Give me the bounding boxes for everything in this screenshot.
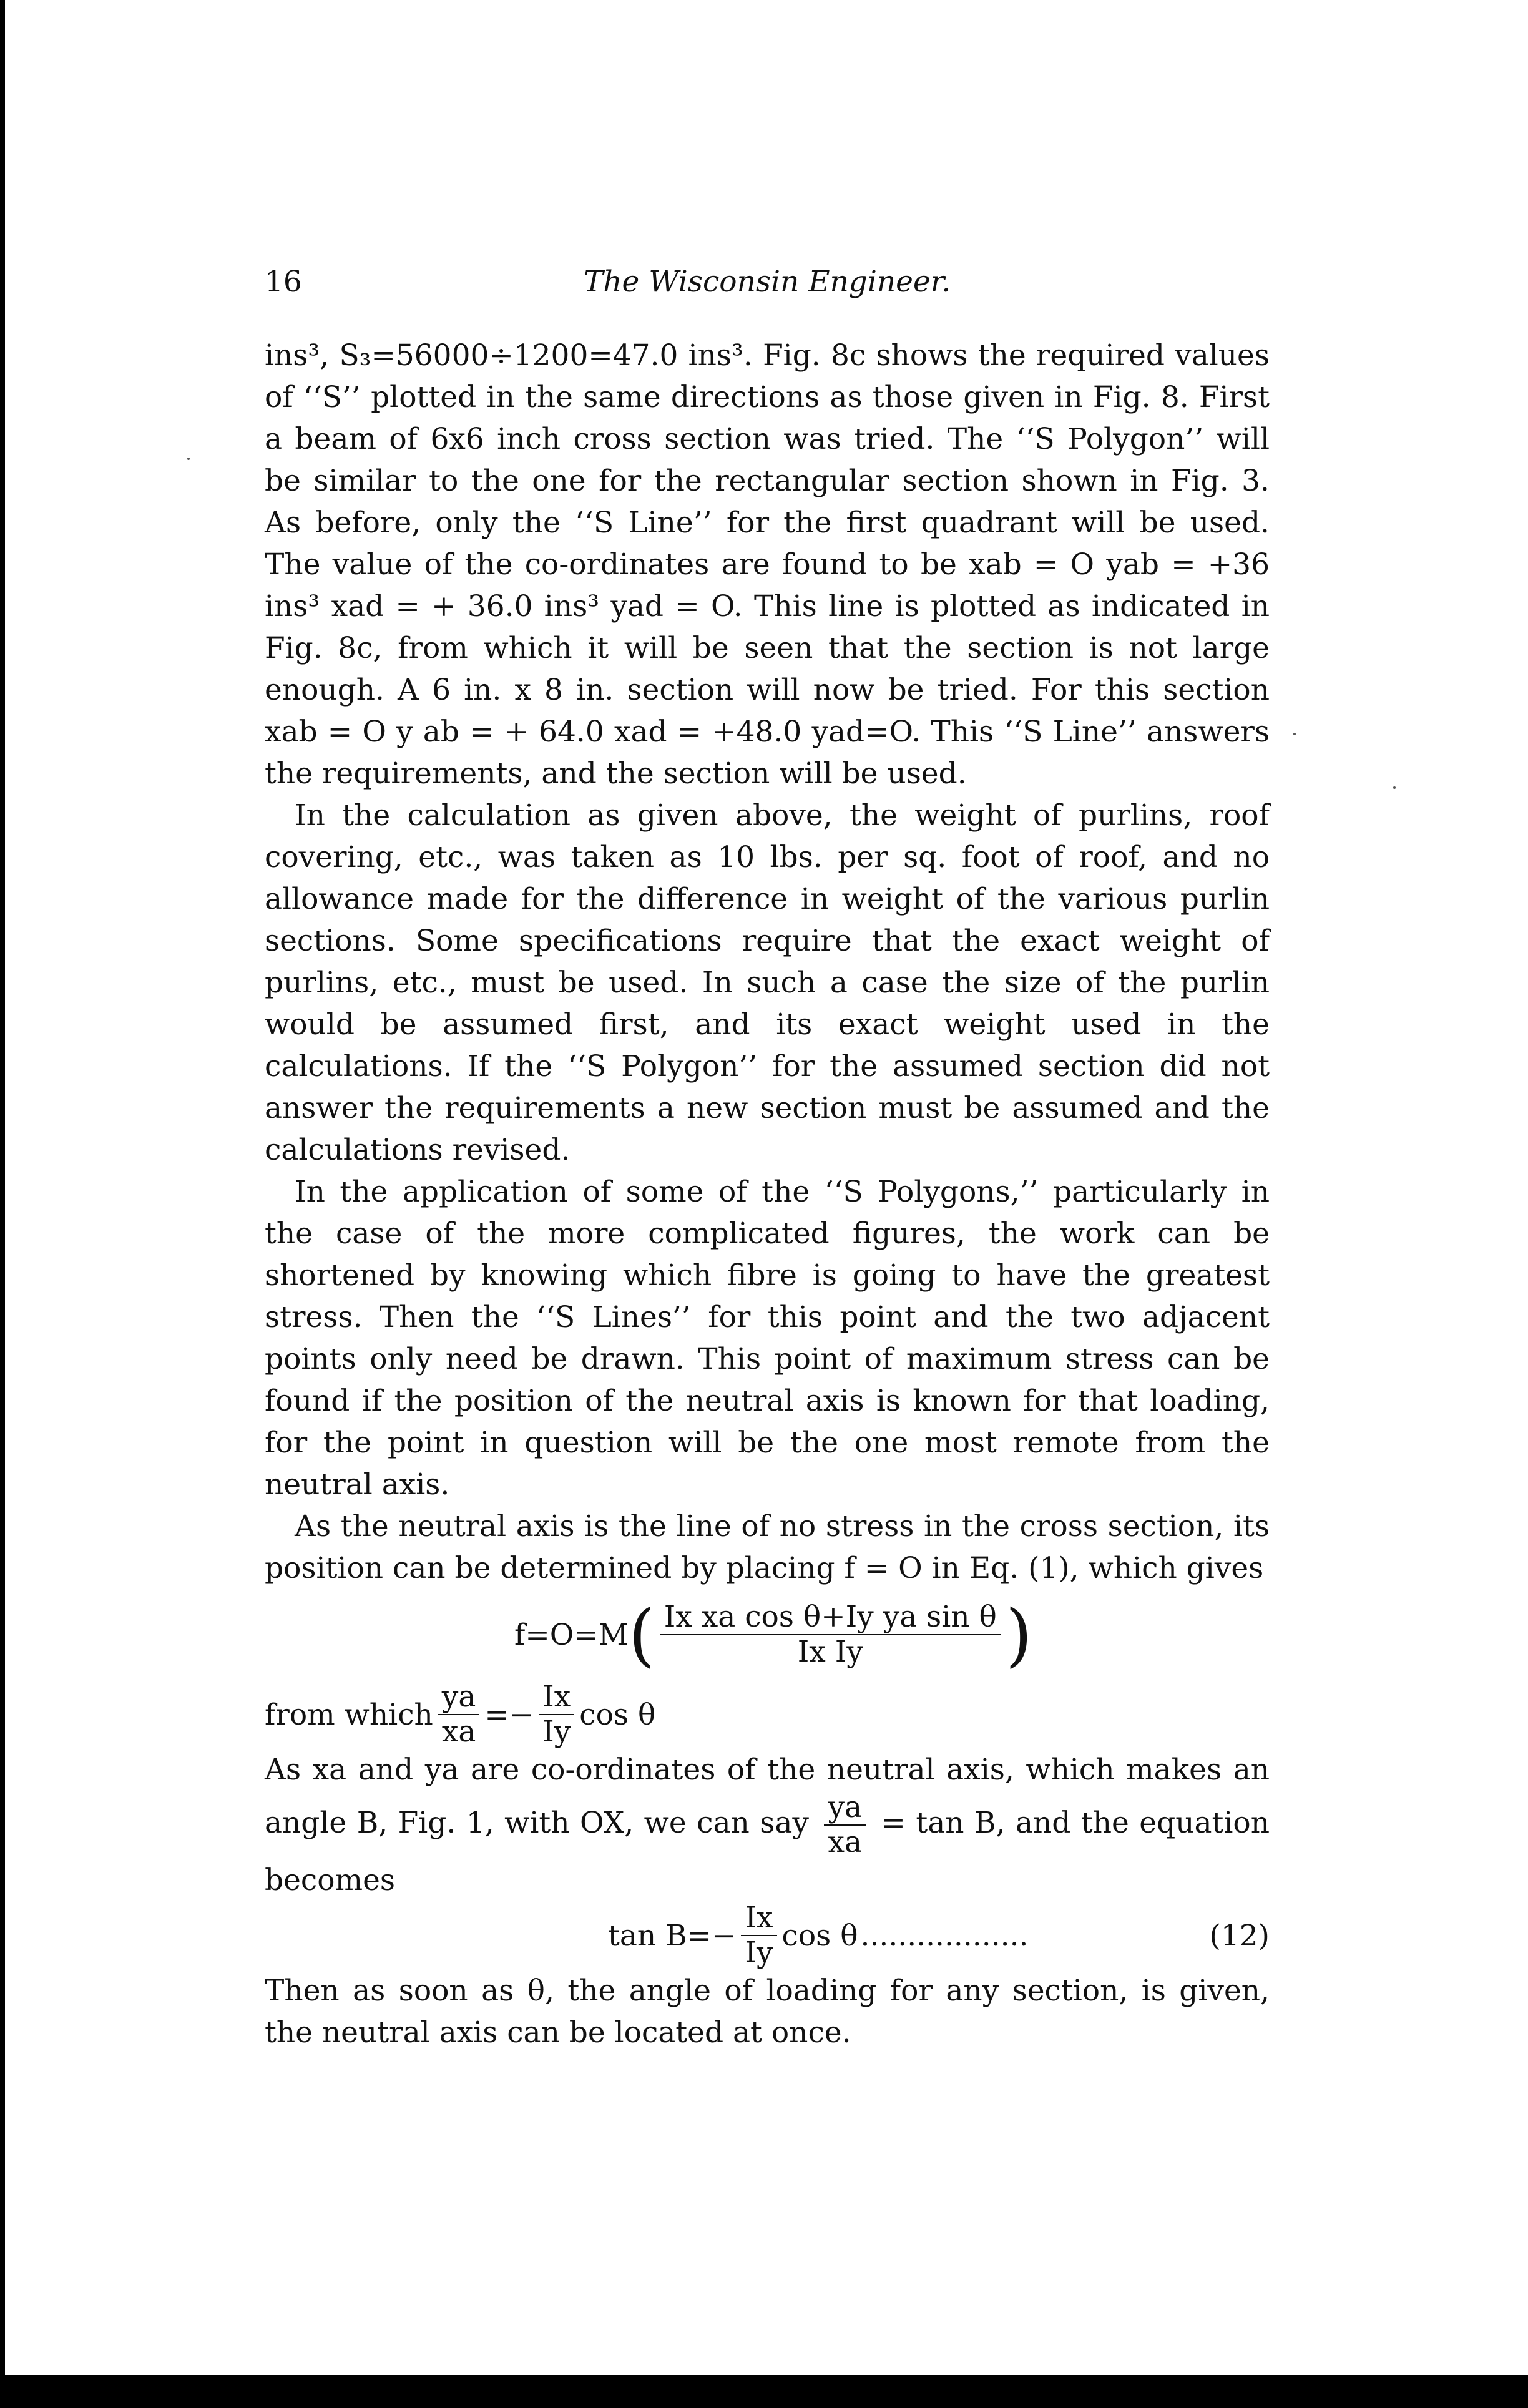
equation-1	[265, 1595, 1270, 1675]
page-header	[265, 261, 1270, 311]
fraction-denominator: Iy	[745, 1936, 773, 1970]
equation-2-equals: =−	[484, 1697, 534, 1732]
equation-12-lhs: tan B=−	[608, 1918, 737, 1953]
equation-12-label: (12)	[1209, 1918, 1270, 1953]
equation-12-fraction	[741, 1901, 776, 1970]
paragraph-2: In the calculation as given above, the weight of purlins, roof covering, etc., was taken as 10 lbs. per sq. foot of roof, and no allowance made for the difference in weight of the various purlin sections. Some specifications require that the exact weight of purlins, etc., must be used. In such a case the size of the purlin would be assumed first, and its exact weight used in the calculations. If the ‘‘S Polygon’’ for the assumed section did not answer the requirements a new section must be assumed and the calculations revised.	[265, 798, 1270, 1167]
fraction-denominator: xa	[441, 1715, 476, 1749]
fraction-denominator: xa	[828, 1825, 862, 1859]
equation-12-rhs: cos θ	[781, 1918, 858, 1953]
left-paren: (	[628, 1595, 655, 1675]
equation-12-leader-dots: ..................	[860, 1918, 1029, 1953]
scan-bottom-edge	[0, 2375, 1528, 2408]
paragraph-5-before: As xa and ya are co-ordinates of the neutral axis, which makes an angle B, Fig. 1, with OX, we can say	[265, 1753, 1270, 1840]
equation-1-lhs: f=O=M	[514, 1617, 629, 1652]
equation-1-numerator: Ix xa cos θ+Iy ya sin θ	[660, 1600, 1001, 1635]
paragraph-5	[265, 1749, 1270, 1901]
scan-speck	[1393, 786, 1396, 789]
equation-2-suffix: cos θ	[579, 1697, 656, 1732]
fraction-numerator: ya	[438, 1680, 480, 1715]
paragraph-final: Then as soon as θ, the angle of loading for any section, is given, the neutral axis can be located at once.	[265, 1974, 1270, 2050]
equation-2-right-fraction	[539, 1680, 574, 1749]
paragraph-4: As the neutral axis is the line of no stress in the cross section, its position can be determined by placing f = O in Eq. (1), which gives	[265, 1509, 1270, 1585]
page-number: 16	[265, 265, 302, 299]
scan-left-edge	[0, 0, 5, 2408]
fraction-numerator: ya	[824, 1791, 866, 1826]
paragraph-3: In the application of some of the ‘‘S Polygons,’’ particularly in the case of the more complicated figures, the work can be shortened by knowing which fibre is going to have the greatest stress. Then the ‘‘S Lines’’ for this point and the two adjacent points only need be drawn. This point of maximum stress can be found if the position of the neutral axis is known for that loading, for the point in question will be the one most remote from the neutral axis.	[265, 1175, 1270, 1502]
running-title: The Wisconsin Engineer.	[583, 265, 951, 299]
equation-12	[265, 1901, 1270, 1970]
right-paren: )	[1005, 1595, 1032, 1675]
scan-speck	[1293, 733, 1296, 735]
page-body	[265, 261, 1270, 2053]
fraction-numerator: Ix	[539, 1680, 574, 1715]
paragraph-5-after: = tan B, and the equation becomes	[265, 1806, 1270, 1897]
equation-2-prefix: from which	[265, 1697, 433, 1732]
fraction-numerator: Ix	[741, 1901, 776, 1936]
scan-speck	[187, 458, 190, 460]
paragraph-1: ins³, S₃=56000÷1200=47.0 ins³. Fig. 8c shows the required values of ‘‘S’’ plotted in the same directions as those given in Fig. 8. First a beam of 6x6 inch cross section was tried. The ‘‘S Polygon’’ will be similar to the one for the rectangular section shown in Fig. 3. As before, only the ‘‘S Line’’ for the first quadrant will be used. The value of the co-ordinates are found to be xab = O yab = +36 ins³ xad = + 36.0 ins³ yad = O. This line is plotted as indicated in Fig. 8c, from which it will be seen that the section is not large enough. A 6 in. x 8 in. section will now be tried. For this section xab = O y ab = + 64.0 xad = +48.0 yad=O. This ‘‘S Line’’ answers the requirements, and the section will be used.	[265, 338, 1270, 791]
equation-2-left-fraction	[438, 1680, 480, 1749]
paragraph-5-fraction	[824, 1791, 866, 1859]
equation-2	[265, 1680, 1270, 1749]
fraction-denominator: Iy	[542, 1715, 571, 1749]
equation-1-denominator: Ix Iy	[797, 1635, 863, 1669]
equation-1-fraction	[660, 1600, 1001, 1669]
